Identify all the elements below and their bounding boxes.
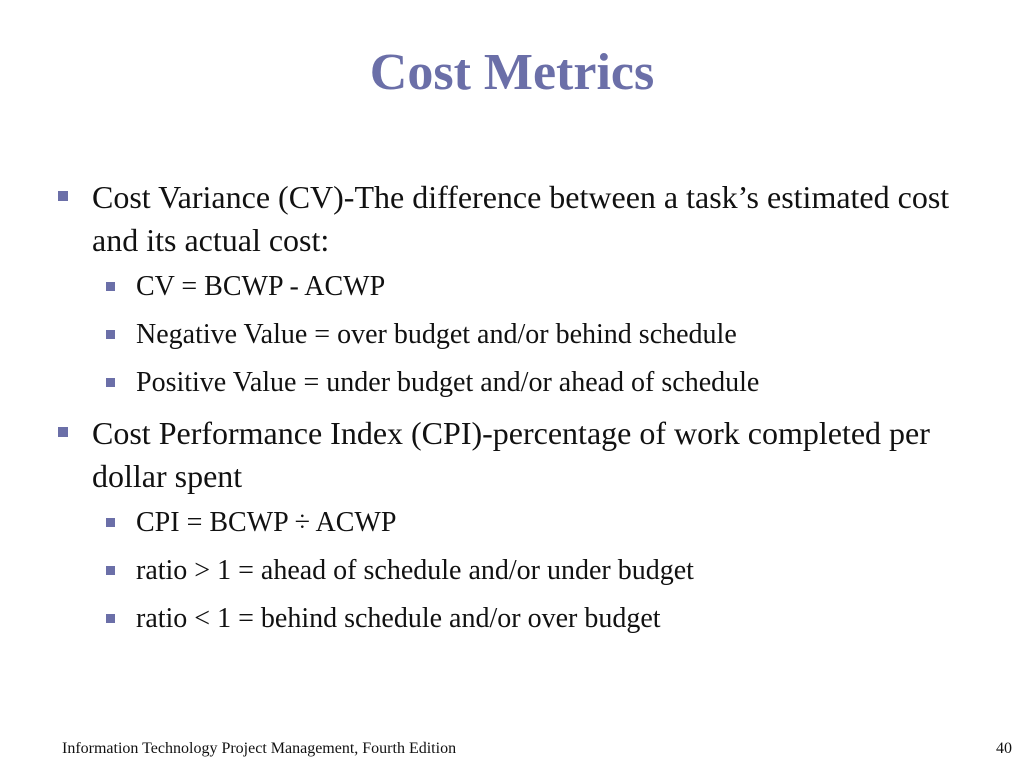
- slide-title: Cost Metrics: [369, 44, 655, 101]
- bullet-cost-variance: [52, 176, 982, 262]
- bullet-cost-performance-index: [52, 412, 982, 498]
- slide-footer: Information Technology Project Management, Fourth Edition: [62, 740, 457, 757]
- sub-bullet-cv-formula: [92, 268, 982, 306]
- square-bullet-icon: [58, 191, 68, 201]
- sub-bullet-text: CV = BCWP - ACWP: [136, 271, 386, 302]
- sub-bullet-ratio-greater: [92, 552, 982, 590]
- sub-bullet-cpi-formula: [92, 504, 982, 542]
- slide-body: [52, 176, 982, 648]
- sub-bullet-text: Positive Value = under budget and/or ahead of schedule: [136, 367, 760, 398]
- sub-bullet-text: ratio > 1 = ahead of schedule and/or under budget: [136, 555, 694, 586]
- square-bullet-icon: [106, 282, 115, 291]
- square-bullet-icon: [58, 427, 68, 437]
- bullet-text: Cost Variance (CV)-The difference between a task’s estimated cost and its actual cost:: [92, 179, 950, 258]
- sub-bullet-positive-value: [92, 364, 982, 402]
- sub-bullet-list: [52, 268, 982, 402]
- square-bullet-icon: [106, 566, 115, 575]
- sub-bullet-text: Negative Value = over budget and/or behind schedule: [136, 319, 737, 350]
- square-bullet-icon: [106, 378, 115, 387]
- sub-bullet-negative-value: [92, 316, 982, 354]
- bullet-text: Cost Performance Index (CPI)-percentage of work completed per dollar spent: [92, 415, 930, 494]
- square-bullet-icon: [106, 614, 115, 623]
- sub-bullet-ratio-less: [92, 600, 982, 638]
- page-number: 40: [996, 740, 1012, 757]
- square-bullet-icon: [106, 330, 115, 339]
- square-bullet-icon: [106, 518, 115, 527]
- sub-bullet-text: ratio < 1 = behind schedule and/or over budget: [136, 603, 661, 634]
- sub-bullet-text: CPI = BCWP ÷ ACWP: [136, 507, 397, 538]
- sub-bullet-list: [52, 504, 982, 638]
